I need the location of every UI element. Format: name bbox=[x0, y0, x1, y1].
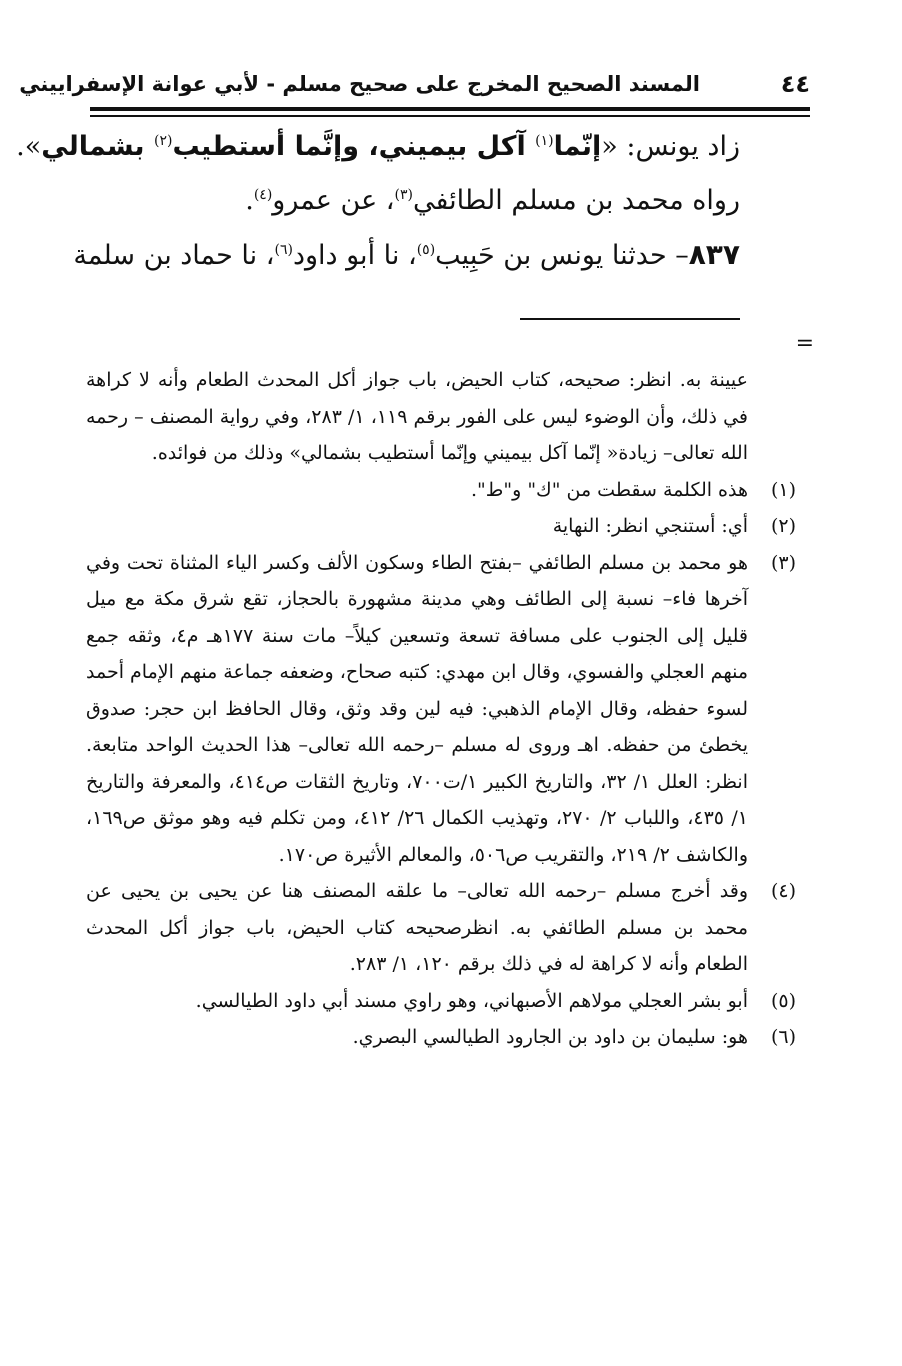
footnote-text: وقد أخرج مسلم –رحمه الله تعالى– ما علقه المصنف هنا عن يحيى بن يحيى عن محمد بن مسلم الطائفي به. انظرصحيحه كتاب الحيض، باب جواز أكل المحدث الطعام وأنه لا كراهة له في ذلك برقم ١٢٠، ١/ ٢٨٣. bbox=[86, 880, 748, 975]
footnote-4 bbox=[86, 873, 796, 983]
line1-suffix: ». bbox=[16, 131, 42, 162]
footnote-separator bbox=[520, 318, 740, 320]
footnote-text: أي: أستنجي انظر: النهاية bbox=[552, 515, 748, 537]
page-header bbox=[19, 66, 810, 106]
line3-b: ، نا أبو داود bbox=[292, 240, 417, 271]
line2-a: رواه محمد بن مسلم الطائفي bbox=[412, 185, 740, 216]
footnote-text: أبو بشر العجلي مولاهم الأصبهاني، وهو راوي مسند أبي داود الطيالسي. bbox=[195, 989, 748, 1012]
footnote-text: هو محمد بن مسلم الطائفي –بفتح الطاء وسكون الألف وكسر الياء المثناة تحت وفي آخرها فاء– نسبة إلى الطائف وهي مدينة مشهورة بالحجاز، تقع شرق مكة مع ميل قليل إلى الجنوب على مسافة تسعة وتسعين كيلاً– مات سنة ١٧٧هـ م٤، وثقه جمع منهم العجلي والفسوي، وقال ابن مهدي: كتبه صحاح، وضعفه جماعة منهم الإمام أحمد لسوء حفظه، وقال الإمام الذهبي: فيه لين وقد وثق، وقال الحافظ ابن حجر: صدوق يخطئ من حفظه. اهـ وروى له مسلم –رحمه الله تعالى– هذا الحديث الواحد متابعة. انظر: العلل ١/ ٣٢، والتاريخ الكبير ١/ت٧٠٠، وتاريخ الثقات ص٤١٤، والمعرفة والتاريخ ١/ ٤٣٥، واللباب ٢/ ٢٧٠، وتهذيب الكمال ٢٦/ ٤١٢، ومن تكلم فيه وهو موثق ص١٦٩، والكاشف ٢/ ٢١٩، والتقريب ص٥٠٦، والمعالم الأثيرة ص١٧٠. bbox=[86, 551, 749, 866]
line3-c: ، نا حماد بن سلمة bbox=[73, 240, 275, 271]
footnote-6 bbox=[86, 1019, 796, 1056]
footnote-ref-4: (٤) bbox=[253, 187, 273, 203]
footnote-5 bbox=[86, 983, 796, 1020]
main-text bbox=[16, 120, 740, 283]
running-title: المسند الصحيح المخرج على صحيح مسلم - لأبي عوانة الإسفراييني bbox=[19, 72, 700, 96]
footnote-number: (٦) bbox=[770, 1026, 796, 1048]
main-line-3 bbox=[73, 228, 740, 283]
page-number: ٤٤ bbox=[780, 70, 810, 98]
footnote-3 bbox=[86, 545, 796, 874]
line1-prefix: زاد يونس: « bbox=[601, 131, 740, 162]
line1-quote-3: بشمالي bbox=[41, 131, 154, 162]
header-rule-thick bbox=[90, 107, 810, 111]
footnote-number: (٢) bbox=[770, 515, 796, 537]
footnote-number: (٥) bbox=[770, 989, 796, 1012]
main-line-1 bbox=[16, 120, 740, 174]
footnote-ref-1: (١) bbox=[535, 133, 554, 149]
footnote-number: (١) bbox=[770, 478, 796, 501]
footnote-1 bbox=[86, 472, 796, 509]
footnote-text: هو: سليمان بن داود بن الجارود الطيالسي البصري. bbox=[352, 1026, 748, 1048]
line2-b: ، عن عمرو bbox=[272, 185, 395, 216]
footnote-ref-6: (٦) bbox=[274, 242, 293, 258]
header-rule-thin bbox=[90, 115, 810, 117]
line2-c: . bbox=[245, 185, 254, 216]
hadith-number: ٨٣٧ bbox=[688, 238, 740, 271]
continuation-mark: = bbox=[795, 331, 814, 356]
footnote-ref-5: (٥) bbox=[416, 242, 436, 258]
line1-quote-1: إنّما bbox=[553, 131, 602, 162]
line1-quote-2: آكل بيميني، وإنَّما أستطيب bbox=[172, 131, 536, 162]
footnote-ref-3: (٣) bbox=[394, 187, 413, 203]
footnote-number: (٣) bbox=[770, 551, 796, 574]
footnote-2 bbox=[86, 508, 796, 545]
footnote-continuation: عيينة به. انظر: صحيحه، كتاب الحيض، باب جواز أكل المحدث الطعام وأنه لا كراهة في ذلك، وأن الوضوء ليس على الفور برقم ١١٩، ١/ ٢٨٣، وفي رواية المصنف – رحمه الله تعالى– زيادة« إنّما آكل بيميني وإنّما أستطيب بشمالي» وذلك من فوائده. bbox=[86, 369, 749, 464]
footnote-number: (٤) bbox=[770, 880, 796, 902]
footnotes bbox=[86, 362, 796, 1056]
main-line-2 bbox=[90, 174, 740, 228]
footnote-text: هذه الكلمة سقطت من "ك" و"ط". bbox=[471, 478, 748, 501]
line3-a: – حدثنا يونس بن حَبِيب bbox=[435, 240, 689, 271]
footnote-ref-2: (٢) bbox=[153, 133, 173, 149]
